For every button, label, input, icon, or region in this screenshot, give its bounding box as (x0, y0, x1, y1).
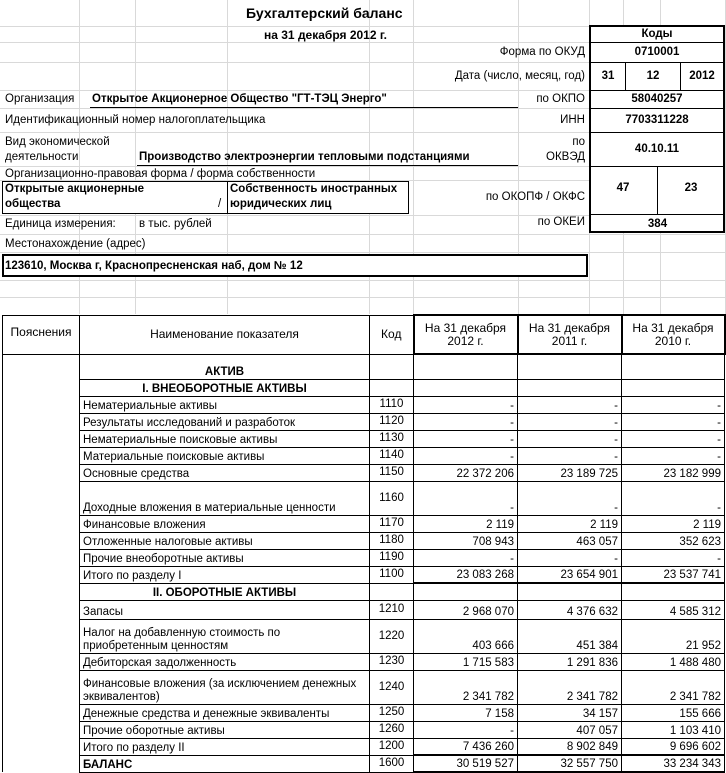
row-name: Денежные средства и денежные эквиваленты (80, 704, 370, 721)
okfs-value: 23 (684, 182, 698, 194)
value-2012: 7 158 (414, 704, 518, 721)
value-2011: - (518, 430, 622, 447)
address-label: Местонахождение (адрес) (5, 238, 146, 250)
value-2012: 1 715 583 (414, 653, 518, 670)
row-name: Нематериальные активы (80, 396, 370, 413)
okei-label: по ОКЕИ (537, 216, 585, 228)
address-value: 123610, Москва г, Краснопресненская наб, дом № 12 (5, 260, 303, 272)
value-2010: 2 119 (622, 515, 725, 532)
date-label: Дата (число, месяц, год) (454, 70, 585, 82)
notes-cell (3, 481, 80, 515)
value-2012: 403 666 (414, 619, 518, 653)
value-2011: - (518, 447, 622, 464)
header-name: Наименование показателя (80, 315, 370, 354)
activity-label-2: деятельности (5, 151, 79, 163)
activity-label-1: Вид экономической (5, 136, 110, 148)
header-notes: Пояснения (3, 315, 80, 354)
row-code: 1210 (370, 600, 414, 619)
value-2012: - (414, 447, 518, 464)
row-code: 1100 (370, 566, 414, 583)
section-row (3, 583, 725, 600)
table-header-row (3, 315, 725, 354)
table-row (3, 566, 725, 583)
value-2010: - (622, 447, 725, 464)
table-row (3, 653, 725, 670)
table-row (3, 464, 725, 481)
value-2012: - (414, 396, 518, 413)
row-name: Материальные поисковые активы (80, 447, 370, 464)
opf-line-1: Открытые акционерные (5, 183, 145, 195)
value-2011: 23 189 725 (518, 464, 622, 481)
header-2010: На 31 декабря 2010 г. (622, 315, 725, 354)
opf-caption: Организационно-правовая форма / форма собственности (5, 168, 316, 180)
opf-slash: / (218, 198, 222, 210)
table-row (3, 670, 725, 704)
row-name: Дебиторская задолженность (80, 653, 370, 670)
row-code: 1250 (370, 704, 414, 721)
value-2011: 407 057 (518, 721, 622, 738)
value-2010: 23 537 741 (622, 566, 725, 583)
value-2012: - (414, 481, 518, 515)
row-code: 1230 (370, 653, 414, 670)
notes-cell (3, 430, 80, 447)
date-month: 12 (646, 70, 660, 82)
unit-value: в тыс. рублей (139, 218, 212, 230)
table-row (3, 619, 725, 653)
notes-cell (3, 354, 80, 379)
aktiv-heading: АКТИВ (80, 354, 370, 379)
table-row (3, 532, 725, 549)
value-2012: - (414, 430, 518, 447)
value-2010: 4 585 312 (622, 600, 725, 619)
header-2012: На 31 декабря 2012 г. (414, 315, 518, 354)
value-2010: 1 488 480 (622, 653, 725, 670)
notes-cell (3, 549, 80, 566)
row-code: 1180 (370, 532, 414, 549)
ownership-line-1: Собственность иностранных (230, 183, 398, 195)
row-name: Отложенные налоговые активы (80, 532, 370, 549)
value-2012: 708 943 (414, 532, 518, 549)
row-name: БАЛАНС (80, 755, 370, 772)
value-2011: 4 376 632 (518, 600, 622, 619)
empty-cell (414, 379, 518, 396)
table-row (3, 600, 725, 619)
activity-value: Производство электроэнергии тепловыми подстанциями (139, 151, 470, 163)
value-2010: 23 182 999 (622, 464, 725, 481)
value-2010: 2 341 782 (622, 670, 725, 704)
row-code: 1170 (370, 515, 414, 532)
report-title: Бухгалтерский баланс (246, 5, 403, 21)
value-2012: 2 341 782 (414, 670, 518, 704)
inn-label: ИНН (560, 114, 585, 126)
section-row (3, 379, 725, 396)
table-row (3, 738, 725, 755)
table-row (3, 413, 725, 430)
notes-cell (3, 755, 80, 772)
notes-cell (3, 413, 80, 430)
empty-cell (370, 354, 414, 379)
table-row (3, 396, 725, 413)
row-name: Итого по разделу II (80, 738, 370, 755)
okved-label-2: ОКВЭД (546, 151, 585, 163)
okud-value: 0710001 (634, 46, 680, 58)
empty-cell (622, 354, 725, 379)
row-code: 1240 (370, 670, 414, 704)
value-2010: - (622, 549, 725, 566)
table-row (3, 549, 725, 566)
value-2011: 463 057 (518, 532, 622, 549)
row-name: Налог на добавленную стоимость по приобретенным ценностям (80, 619, 370, 653)
empty-cell (414, 354, 518, 379)
value-2010: 21 952 (622, 619, 725, 653)
empty-cell (518, 583, 622, 600)
header-2011: На 31 декабря 2011 г. (518, 315, 622, 354)
value-2011: 34 157 (518, 704, 622, 721)
value-2010: - (622, 430, 725, 447)
row-code: 1200 (370, 738, 414, 755)
row-name: Результаты исследований и разработок (80, 413, 370, 430)
value-2012: - (414, 549, 518, 566)
notes-cell (3, 583, 80, 600)
value-2011: 8 902 849 (518, 738, 622, 755)
notes-cell (3, 600, 80, 619)
empty-cell (414, 583, 518, 600)
value-2010: 1 103 410 (622, 721, 725, 738)
empty-cell (370, 379, 414, 396)
opf-line-2: общества (5, 198, 61, 210)
empty-cell (370, 583, 414, 600)
value-2012: 2 968 070 (414, 600, 518, 619)
notes-cell (3, 396, 80, 413)
value-2011: 1 291 836 (518, 653, 622, 670)
row-name: Прочие внеоборотные активы (80, 549, 370, 566)
empty-cell (518, 379, 622, 396)
okopf-label: по ОКОПФ / ОКФС (485, 191, 585, 203)
row-name: Финансовые вложения (80, 515, 370, 532)
table-row (3, 447, 725, 464)
unit-label: Единица измерения: (5, 218, 116, 230)
row-name: Доходные вложения в материальные ценности (80, 481, 370, 515)
notes-cell (3, 738, 80, 755)
okei-value: 384 (647, 218, 668, 230)
section-1-heading: I. ВНЕОБОРОТНЫЕ АКТИВЫ (80, 379, 370, 396)
row-code: 1140 (370, 447, 414, 464)
org-name: Открытое Акционерное Общество "ГТ-ТЭЦ Энерго" (92, 93, 387, 105)
row-code: 1110 (370, 396, 414, 413)
value-2012: 22 372 206 (414, 464, 518, 481)
value-2011: - (518, 413, 622, 430)
row-code: 1260 (370, 721, 414, 738)
value-2010: 33 234 343 (622, 755, 725, 772)
row-name: Нематериальные поисковые активы (80, 430, 370, 447)
notes-cell (3, 566, 80, 583)
inn-value: 7703311228 (625, 114, 689, 126)
balance-table (2, 314, 726, 773)
table-row (3, 481, 725, 515)
value-2011: 2 119 (518, 515, 622, 532)
date-year: 2012 (689, 70, 715, 82)
value-2010: 155 666 (622, 704, 725, 721)
section-2-heading: II. ОБОРОТНЫЕ АКТИВЫ (80, 583, 370, 600)
value-2010: - (622, 396, 725, 413)
table-row (3, 515, 725, 532)
empty-cell (622, 583, 725, 600)
org-label: Организация (5, 93, 75, 105)
row-name: Запасы (80, 600, 370, 619)
value-2011: - (518, 481, 622, 515)
row-code: 1130 (370, 430, 414, 447)
row-name: Финансовые вложения (за исключением денежных эквивалентов) (80, 670, 370, 704)
okved-value: 40.10.11 (634, 143, 680, 155)
row-code: 1600 (370, 755, 414, 772)
ownership-line-2: юридических лиц (230, 198, 332, 210)
notes-cell (3, 532, 80, 549)
value-2011: 2 341 782 (518, 670, 622, 704)
row-code: 1220 (370, 619, 414, 653)
value-2011: - (518, 396, 622, 413)
value-2010: - (622, 413, 725, 430)
date-day: 31 (601, 70, 615, 82)
value-2012: 23 083 268 (414, 566, 518, 583)
row-name: Итого по разделу I (80, 566, 370, 583)
notes-cell (3, 670, 80, 704)
codes-label: Коды (641, 28, 673, 40)
value-2010: - (622, 481, 725, 515)
value-2011: 32 557 750 (518, 755, 622, 772)
value-2012: - (414, 721, 518, 738)
value-2012: 7 436 260 (414, 738, 518, 755)
row-code: 1150 (370, 464, 414, 481)
okved-label-1: по (572, 136, 585, 148)
okud-label: Форма по ОКУД (499, 46, 585, 58)
row-code: 1160 (370, 481, 414, 515)
value-2011: 23 654 901 (518, 566, 622, 583)
row-name: Основные средства (80, 464, 370, 481)
notes-cell (3, 619, 80, 653)
value-2011: - (518, 549, 622, 566)
table-row (3, 704, 725, 721)
value-2010: 352 623 (622, 532, 725, 549)
notes-cell (3, 721, 80, 738)
notes-cell (3, 464, 80, 481)
section-row (3, 354, 725, 379)
notes-cell (3, 653, 80, 670)
notes-cell (3, 704, 80, 721)
value-2012: 2 119 (414, 515, 518, 532)
table-row (3, 721, 725, 738)
notes-cell (3, 379, 80, 396)
value-2011: 451 384 (518, 619, 622, 653)
okopf-value: 47 (616, 182, 630, 194)
okpo-label: по ОКПО (536, 93, 585, 105)
notes-cell (3, 447, 80, 464)
header-code: Код (370, 315, 414, 354)
empty-cell (622, 379, 725, 396)
table-row (3, 430, 725, 447)
okpo-value: 58040257 (631, 93, 683, 105)
notes-cell (3, 515, 80, 532)
empty-cell (518, 354, 622, 379)
report-date: на 31 декабря 2012 г. (264, 28, 387, 42)
value-2012: - (414, 413, 518, 430)
value-2012: 30 519 527 (414, 755, 518, 772)
table-row (3, 755, 725, 772)
inn-caption: Идентификационный номер налогоплательщика (5, 114, 266, 126)
row-code: 1120 (370, 413, 414, 430)
row-code: 1190 (370, 549, 414, 566)
row-name: Прочие оборотные активы (80, 721, 370, 738)
value-2010: 9 696 602 (622, 738, 725, 755)
